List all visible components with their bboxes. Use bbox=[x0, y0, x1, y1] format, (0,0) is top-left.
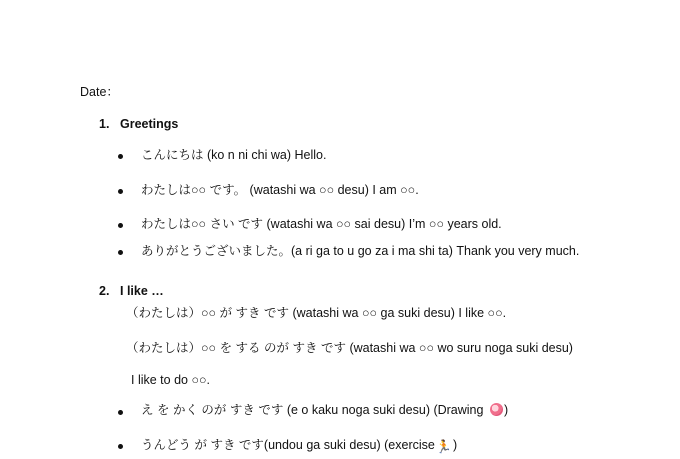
like-line: （わたしは）○○ が すき です (watashi wa ○○ ga suki desu) I like ○○. bbox=[126, 306, 507, 320]
greeting-item: ありがとうございました。(a ri ga to u go za i ma shi ta) Thank you very much. bbox=[141, 244, 580, 258]
greeting-item: わたしは○○ です。 (watashi wa ○○ desu) I am ○○. bbox=[141, 183, 419, 197]
like-item-close: ) bbox=[453, 438, 458, 452]
like-item-text: うんどう が すき です(undou ga suki desu) (exercise bbox=[141, 438, 435, 452]
section-2-heading: I like … bbox=[120, 284, 164, 298]
greeting-item: わたしは○○ さい です (watashi wa ○○ sai desu) I’m ○○ years old. bbox=[141, 217, 502, 231]
greeting-item: こんにちは (ko n ni chi wa) Hello. bbox=[141, 148, 327, 162]
like-line: I like to do ○○. bbox=[131, 373, 211, 387]
bullet-icon bbox=[118, 410, 123, 415]
bullet-icon bbox=[118, 189, 123, 194]
section-1-heading: Greetings bbox=[120, 117, 179, 131]
bullet-icon bbox=[118, 223, 123, 228]
bullet-icon bbox=[118, 250, 123, 255]
like-item-close: ) bbox=[503, 403, 509, 417]
like-item-text: え を かく のが すき です (e o kaku noga suki desu) (Drawing bbox=[141, 403, 487, 417]
bullet-icon bbox=[118, 154, 123, 159]
flower-icon bbox=[490, 403, 503, 416]
date-label: Date： bbox=[80, 85, 119, 99]
like-line: （わたしは）○○ を する のが すき です (watashi wa ○○ wo suru noga suki desu) bbox=[126, 341, 573, 355]
like-item bbox=[141, 402, 508, 418]
section-2-number: 2. bbox=[99, 284, 110, 298]
bullet-icon bbox=[118, 444, 123, 449]
like-item bbox=[141, 437, 457, 455]
section-1-number: 1. bbox=[99, 117, 110, 131]
runner-icon: 🏃 bbox=[435, 439, 453, 454]
